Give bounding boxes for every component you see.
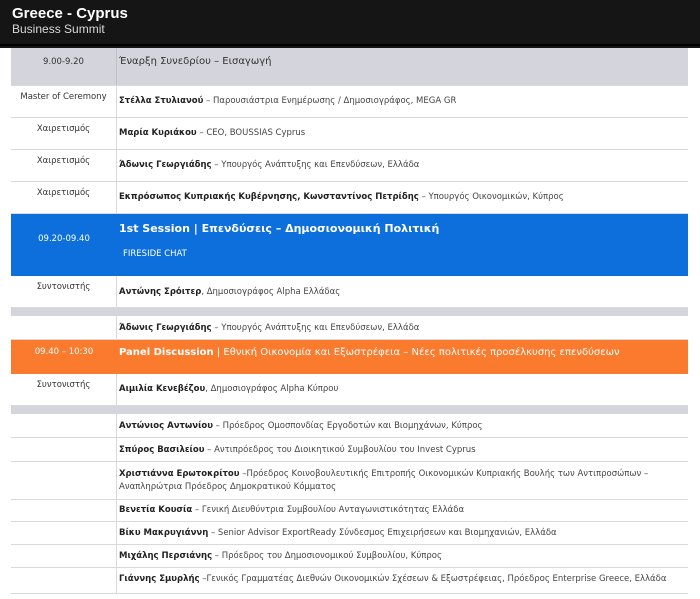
session-1-time: 09.20-09.40 (38, 234, 90, 244)
panelist-desc: – Αντιπρόεδρος του Διοικητικού Συμβουλίου του Invest Cyprus (204, 445, 476, 455)
agenda-row-greeting-2 (11, 150, 688, 182)
panelist-name: Χριστιάννα Ερωτοκρίτου (119, 469, 240, 479)
panelist-name: Βίκυ Μακρυγιάννη (119, 528, 209, 538)
greeting-2-role: Χαιρετισμός (11, 150, 117, 181)
moderator-2-name: Αιμιλία Κενεβέζου (119, 384, 206, 394)
agenda-row-opening (11, 48, 688, 86)
panel-title: | Εθνική Οικονομία και Εξωστρέφεια – Νέες πολιτικές προσέλκυσης επενδύσεων (213, 347, 620, 358)
speaker-1-name: Άδωνις Γεωργιάδης (119, 323, 212, 333)
moderator-2-role: Συντονιστής (11, 374, 117, 405)
mc-desc: – Παρουσιάστρια Ενημέρωσης / Δημοσιογράφος, MEGA GR (203, 96, 457, 106)
agenda-row-panel (11, 340, 688, 374)
greeting-1-name: Μαρία Κυριάκου (119, 128, 197, 138)
panelist-desc: – Πρόεδρος Ομοσπονδίας Εργοδοτών και Βιομηχάνων, Κύπρος (212, 421, 483, 431)
greeting-3-name: Εκπρόσωπος Κυπριακής Κυβέρνησης, Κωνσταντίνος Πετρίδης (119, 192, 419, 202)
agenda-row-session-1 (11, 214, 688, 276)
mc-name: Στέλλα Στυλιανού (119, 96, 204, 106)
moderator-1-name: Αντώνης Σρόιτερ (119, 287, 202, 297)
moderator-1-desc: , Δημοσιογράφος Alpha Ελλάδας (201, 287, 341, 297)
panelist-desc: – Senior Advisor ExportReady Σύνδεσμος Επιχειρήσεων και Βιομηχανιών, Ελλάδα (208, 528, 557, 538)
opening-title: Έναρξη Συνεδρίου – Εισαγωγή (119, 56, 272, 67)
panelist-row (11, 545, 688, 568)
agenda-row-speaker-1 (11, 316, 688, 340)
panelist-row (11, 500, 688, 522)
agenda-separator (11, 406, 688, 414)
panelist-row (11, 438, 688, 462)
agenda-separator (11, 308, 688, 316)
panelist-desc: –Γενικός Γραμματέας Διεθνών Οικονομικών Σχέσεων & Εξωστρέφειας, Πρόεδρος Enterprise Greece, Ελλάδα (199, 574, 667, 584)
panelist-row (11, 522, 688, 545)
panelist-row (11, 462, 688, 500)
agenda-row-greeting-3 (11, 182, 688, 214)
header-divider (0, 44, 700, 46)
greeting-3-desc: – Υπουργός Οικονομικών, Κύπρος (418, 192, 564, 202)
panelist-row (11, 568, 688, 594)
brand-title: Greece - Cyprus (12, 5, 128, 22)
panelist-name: Μιχάλης Περσιάνης (119, 551, 213, 561)
agenda-row-moderator-2 (11, 374, 688, 406)
greeting-3-role: Χαιρετισμός (11, 182, 117, 213)
session-1-title: 1st Session | Επενδύσεις – Δημοσιονομική Πολιτική (119, 222, 440, 235)
agenda-row-mc (11, 86, 688, 118)
opening-time: 9.00-9.20 (11, 48, 117, 85)
panelist-name: Σπύρος Βασιλείου (119, 445, 205, 455)
mc-entry (119, 96, 682, 106)
panelist-desc: – Πρόεδρος του Δημοσιονομικού Συμβουλίου, Κύπρος (212, 551, 442, 561)
moderator-1-role: Συντονιστής (11, 276, 117, 307)
mc-role: Master of Ceremony (11, 86, 117, 117)
greeting-1-desc: – CEO, BOUSSIAS Cyprus (196, 128, 306, 138)
site-header (0, 0, 700, 48)
panelist-name: Γιάννης Σμυρλής (119, 574, 200, 584)
speaker-1-desc: – Υπουργός Ανάπτυξης και Επενδύσεων, Ελλάδα (211, 323, 420, 333)
panelist-name: Αντώνιος Αντωνίου (119, 421, 213, 431)
brand-subtitle: Business Summit (12, 22, 105, 36)
panel-label: Panel Discussion (119, 347, 214, 358)
panelist-name: Βενετία Κουσία (119, 505, 193, 515)
agenda-row-greeting-1 (11, 118, 688, 150)
agenda-row-moderator-1 (11, 276, 688, 308)
session-1-subtitle: FIRESIDE CHAT (123, 249, 187, 259)
panelist-desc: –Πρόεδρος Κοινοβουλευτικής Επιτροπής Οικονομικών Κυπριακής Βουλής των Αντιπροσώπων – Αναπληρώτρια Πρόεδρος Δημοκρατικού Κόμματος (119, 469, 649, 492)
brand-logo[interactable] (12, 6, 128, 36)
greeting-1-role: Χαιρετισμός (11, 118, 117, 149)
panelist-desc: – Γενική Διευθύντρια Συμβουλίου Ανταγωνιστικότητας Ελλάδα (192, 505, 465, 515)
greeting-2-name: Άδωνις Γεωργιάδης (119, 160, 212, 170)
panelist-row (11, 414, 688, 438)
greeting-2-desc: – Υπουργός Ανάπτυξης και Επενδύσεων, Ελλάδα (211, 160, 420, 170)
moderator-2-desc: , Δημοσιογράφος Alpha Κύπρου (205, 384, 339, 394)
panel-time: 09.40 – 10:30 (34, 347, 94, 357)
